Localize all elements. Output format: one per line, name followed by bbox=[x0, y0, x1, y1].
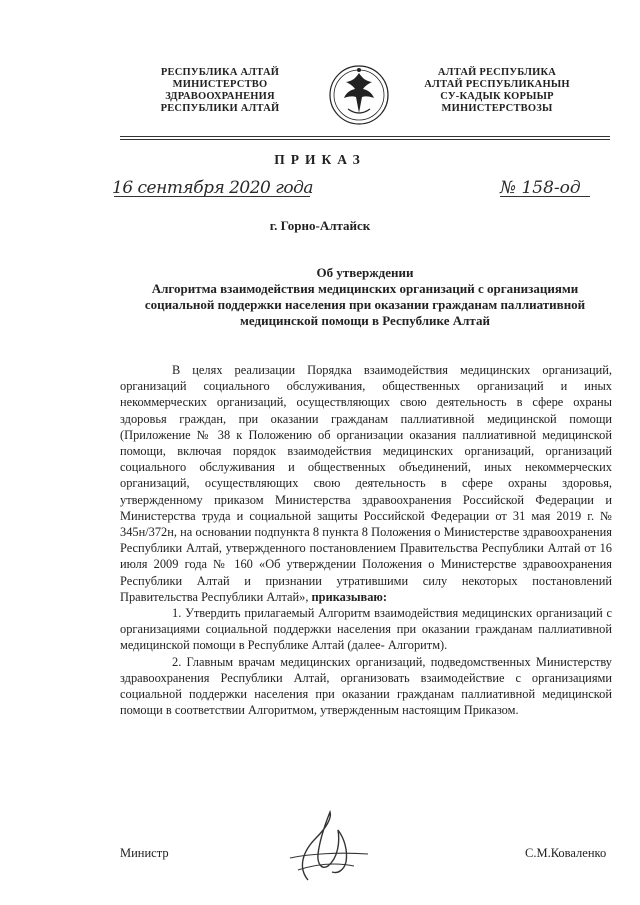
document-type-title: ПРИКАЗ bbox=[274, 152, 366, 167]
order-verb: приказываю: bbox=[311, 589, 387, 604]
header-divider-top bbox=[120, 136, 610, 137]
subject-line-3: социальной поддержки населения при оказании гражданам паллиативной bbox=[144, 297, 586, 312]
handwritten-number: № 158-од bbox=[500, 178, 581, 198]
subject-line-4: медицинской помощи в Республике Алтай bbox=[240, 313, 490, 328]
header-left-line-1: РЕСПУБЛИКА АЛТАЙ bbox=[160, 67, 280, 78]
preamble-text: В целях реализации Порядка взаимодействия медицинских организаций, организаций социального обслуживания, общественных организаций и иных некоммерческих организаций, осуществляющих свою деятельность в сфере охраны здоровья граждан, при оказании гражданам паллиативной медицинской помощи (Приложение № 38 к Положению об организации оказания паллиативной медицинской помощи, включая порядок взаимодействия медицинских организаций, организаций социального обслуживания и общественных объединений, иных некоммерческих организаций, осуществляющих свою деятельность в сфере охраны здоровья, утвержденному приказом Министерства здравоохранения Российской Федерации и Министерства труда и социальной защиты Российской Федерации от 31 мая 2019 г. № 345н/372н, на основании подпункта 8 пункта 8 Положения о Министерстве здравоохранения Республики Алтай, утвержденного постановлением Правительства Республики Алтай от 16 июля 2009 года № 160 «Об утверждении Положения о Министерстве здравоохранения Республики Алтай и признании утратившими силу некоторых постановлений Правительства Республики Алтай», bbox=[120, 363, 612, 604]
handwritten-signature-icon bbox=[268, 808, 388, 888]
subject-line-2: Алгоритма взаимодействия медицинских организаций с организациями bbox=[151, 281, 579, 296]
subject-line-1: Об утверждении bbox=[316, 265, 414, 280]
order-item-2: 2. Главным врачам медицинских организаций, подведомственных Министерству здравоохранения Республики Алтай, организовать взаимодействие с организациями социальной поддержки населения при оказании гражданам паллиативной медицинской помощи в соответствии Алгоритмом, утвержденным настоящим Приказом. bbox=[120, 654, 612, 718]
header-right-line-2: АЛТАЙ РЕСПУБЛИКАНЫН bbox=[424, 79, 570, 90]
city-line: г. Горно-Алтайск bbox=[269, 218, 371, 233]
order-subject bbox=[120, 265, 610, 329]
header-right-block bbox=[392, 67, 602, 115]
header-right-line-1: АЛТАЙ РЕСПУБЛИКА bbox=[437, 67, 557, 78]
signatory-position: Министр bbox=[120, 846, 169, 860]
date-underline bbox=[114, 196, 310, 197]
header-divider-bottom bbox=[120, 139, 610, 140]
header-right-line-3: СУ-КАДЫК КОРЫЫР МИНИСТЕРСТВОЗЫ bbox=[440, 91, 554, 114]
handwritten-date: 16 сентября 2020 года bbox=[112, 178, 314, 198]
altai-republic-emblem-icon bbox=[328, 61, 390, 129]
header-left-line-3: РЕСПУБЛИКИ АЛТАЙ bbox=[160, 103, 280, 114]
signatory-name: С.М.Коваленко bbox=[525, 846, 607, 860]
preamble-paragraph bbox=[120, 362, 612, 605]
header-left-block bbox=[120, 67, 320, 115]
order-item-1: 1. Утвердить прилагаемый Алгоритм взаимодействия медицинских организаций с организациями социальной поддержки населения при оказании гражданам паллиативной медицинской помощи в Республике Алтай (далее- Алгоритм). bbox=[120, 606, 612, 653]
header-left-line-2: МИНИСТЕРСТВО ЗДРАВООХРАНЕНИЯ bbox=[165, 79, 275, 102]
number-underline bbox=[500, 196, 590, 197]
order-body bbox=[120, 362, 612, 718]
